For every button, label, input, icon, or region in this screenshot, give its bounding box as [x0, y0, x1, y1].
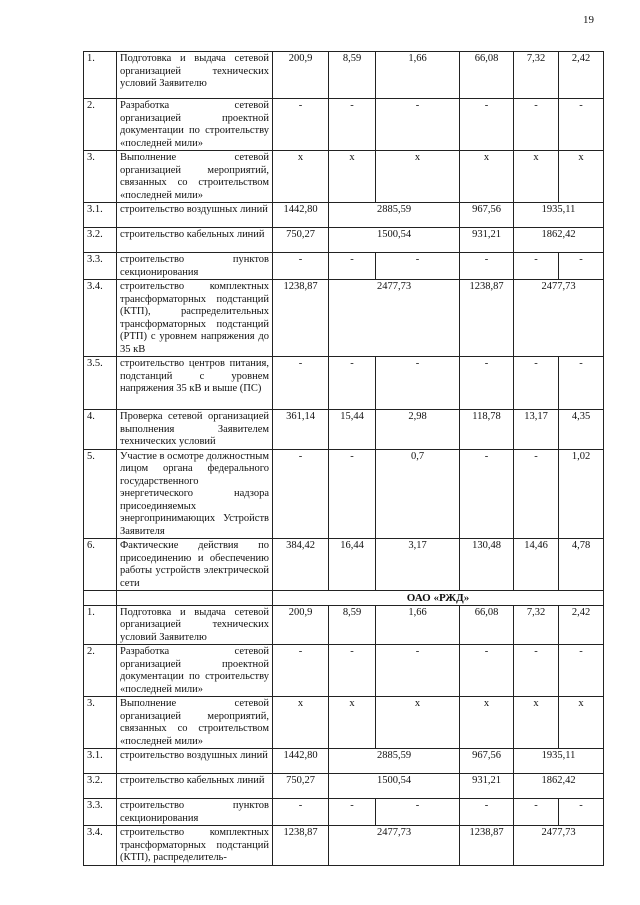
- table-row: [84, 280, 604, 357]
- value-cell: 1862,42: [514, 228, 604, 253]
- value-cell: -: [460, 357, 514, 410]
- row-number: 1.: [84, 52, 117, 99]
- row-description: строительство кабельных линий: [117, 774, 273, 799]
- value-cell: -: [460, 645, 514, 697]
- value-cell: 2477,73: [514, 280, 604, 357]
- value-cell: 1,66: [376, 605, 460, 645]
- value-cell: -: [329, 799, 376, 826]
- row-description: строительство комплектных трансформаторных подстанций (КТП), распределитель-: [117, 826, 273, 866]
- tariff-table: [83, 51, 604, 866]
- value-cell: х: [329, 697, 376, 749]
- value-cell: 2885,59: [329, 203, 460, 228]
- value-cell: -: [329, 357, 376, 410]
- value-cell: 200,9: [273, 52, 329, 99]
- value-cell: 14,46: [514, 539, 559, 591]
- row-description: строительство воздушных линий: [117, 203, 273, 228]
- value-cell: -: [460, 99, 514, 151]
- value-cell: 66,08: [460, 605, 514, 645]
- row-description: строительство кабельных линий: [117, 228, 273, 253]
- value-cell: 1500,54: [329, 228, 460, 253]
- value-cell: 66,08: [460, 52, 514, 99]
- value-cell: 8,59: [329, 52, 376, 99]
- table-row: [84, 253, 604, 280]
- row-description: строительство пунктов секционирования: [117, 799, 273, 826]
- row-number: 3.1.: [84, 203, 117, 228]
- value-cell: 967,56: [460, 203, 514, 228]
- value-cell: 4,78: [559, 539, 604, 591]
- value-cell: 7,32: [514, 52, 559, 99]
- table-row: [84, 697, 604, 749]
- value-cell: 2477,73: [514, 826, 604, 866]
- row-description: Проверка сетевой организацией выполнения Заявителем технических условий: [117, 410, 273, 450]
- value-cell: -: [273, 357, 329, 410]
- value-cell: 931,21: [460, 228, 514, 253]
- row-description: строительство центров питания, подстанций с уровнем напряжения 35 кВ и выше (ПС): [117, 357, 273, 410]
- row-number: 3.4.: [84, 826, 117, 866]
- value-cell: х: [376, 697, 460, 749]
- value-cell: 8,59: [329, 605, 376, 645]
- value-cell: х: [329, 151, 376, 203]
- value-cell: -: [376, 253, 460, 280]
- value-cell: 1862,42: [514, 774, 604, 799]
- value-cell: 1238,87: [460, 826, 514, 866]
- row-number: 3.3.: [84, 253, 117, 280]
- table-row: [84, 203, 604, 228]
- value-cell: -: [376, 99, 460, 151]
- value-cell: 0,7: [376, 449, 460, 539]
- value-cell: -: [559, 799, 604, 826]
- value-cell: -: [514, 253, 559, 280]
- value-cell: 1238,87: [273, 826, 329, 866]
- row-description: Выполнение сетевой организацией мероприятий, связанных со строительством «последней мили»: [117, 697, 273, 749]
- value-cell: 2,98: [376, 410, 460, 450]
- value-cell: -: [559, 645, 604, 697]
- row-number: 3.: [84, 151, 117, 203]
- value-cell: 13,17: [514, 410, 559, 450]
- value-cell: 931,21: [460, 774, 514, 799]
- table-row: [84, 357, 604, 410]
- row-description: Подготовка и выдача сетевой организацией технических условий Заявителю: [117, 52, 273, 99]
- value-cell: -: [559, 253, 604, 280]
- value-cell: х: [460, 697, 514, 749]
- value-cell: 200,9: [273, 605, 329, 645]
- value-cell: х: [273, 697, 329, 749]
- org-header-row: [84, 591, 604, 606]
- value-cell: х: [376, 151, 460, 203]
- value-cell: х: [460, 151, 514, 203]
- value-cell: -: [329, 645, 376, 697]
- value-cell: х: [514, 151, 559, 203]
- table-row: [84, 151, 604, 203]
- table-row: [84, 410, 604, 450]
- row-description: строительство комплектных трансформаторных подстанций (КТП), распределительных трансформаторных подстанций (РТП) с уровнем напряжения до 35 кВ: [117, 280, 273, 357]
- value-cell: 750,27: [273, 228, 329, 253]
- value-cell: х: [273, 151, 329, 203]
- value-cell: -: [376, 799, 460, 826]
- value-cell: -: [329, 253, 376, 280]
- value-cell: -: [273, 99, 329, 151]
- value-cell: -: [514, 799, 559, 826]
- value-cell: 361,14: [273, 410, 329, 450]
- value-cell: -: [514, 449, 559, 539]
- org-title: ОАО «РЖД»: [273, 591, 604, 606]
- row-description: Участие в осмотре должностным лицом органа федерального государственного энергетического надзора присоединяемых энергопринимающих Устройств Заявителя: [117, 449, 273, 539]
- table-row: [84, 826, 604, 866]
- value-cell: х: [514, 697, 559, 749]
- value-cell: -: [376, 645, 460, 697]
- value-cell: 384,42: [273, 539, 329, 591]
- table-row: [84, 605, 604, 645]
- table-row: [84, 228, 604, 253]
- row-number: 3.2.: [84, 228, 117, 253]
- table-row: [84, 99, 604, 151]
- value-cell: -: [460, 449, 514, 539]
- value-cell: -: [514, 645, 559, 697]
- value-cell: 2,42: [559, 52, 604, 99]
- table-row: [84, 799, 604, 826]
- value-cell: -: [329, 449, 376, 539]
- value-cell: -: [514, 99, 559, 151]
- value-cell: 3,17: [376, 539, 460, 591]
- value-cell: 1,66: [376, 52, 460, 99]
- value-cell: 1935,11: [514, 203, 604, 228]
- value-cell: -: [559, 357, 604, 410]
- row-description: Выполнение сетевой организацией мероприятий, связанных со строительством «последней мили»: [117, 151, 273, 203]
- row-number: 1.: [84, 605, 117, 645]
- value-cell: -: [329, 99, 376, 151]
- value-cell: 7,32: [514, 605, 559, 645]
- value-cell: 1500,54: [329, 774, 460, 799]
- value-cell: -: [514, 357, 559, 410]
- page-number: 19: [583, 14, 594, 26]
- value-cell: -: [559, 99, 604, 151]
- value-cell: 2885,59: [329, 749, 460, 774]
- value-cell: 1442,80: [273, 203, 329, 228]
- row-description: Разработка сетевой организацией проектной документации по строительству «последней мили»: [117, 99, 273, 151]
- value-cell: 1238,87: [273, 280, 329, 357]
- value-cell: -: [460, 799, 514, 826]
- value-cell: -: [273, 645, 329, 697]
- row-number: 5.: [84, 449, 117, 539]
- row-number: 6.: [84, 539, 117, 591]
- row-number: 2.: [84, 99, 117, 151]
- table-row: [84, 449, 604, 539]
- row-number: 3.4.: [84, 280, 117, 357]
- value-cell: 130,48: [460, 539, 514, 591]
- row-number: 3.3.: [84, 799, 117, 826]
- value-cell: 750,27: [273, 774, 329, 799]
- row-number: 3.5.: [84, 357, 117, 410]
- value-cell: 118,78: [460, 410, 514, 450]
- table-row: [84, 645, 604, 697]
- row-number: 3.1.: [84, 749, 117, 774]
- table-row: [84, 539, 604, 591]
- value-cell: 1238,87: [460, 280, 514, 357]
- value-cell: х: [559, 697, 604, 749]
- table-row: [84, 749, 604, 774]
- table-row: [84, 774, 604, 799]
- row-description: Фактические действия по присоединению и обеспечению работы устройств электрической сети: [117, 539, 273, 591]
- row-number: 3.2.: [84, 774, 117, 799]
- value-cell: -: [273, 799, 329, 826]
- value-cell: -: [460, 253, 514, 280]
- row-description: Подготовка и выдача сетевой организацией технических условий Заявителю: [117, 605, 273, 645]
- value-cell: 2477,73: [329, 280, 460, 357]
- row-number: 3.: [84, 697, 117, 749]
- value-cell: х: [559, 151, 604, 203]
- value-cell: 2477,73: [329, 826, 460, 866]
- value-cell: 2,42: [559, 605, 604, 645]
- value-cell: 1442,80: [273, 749, 329, 774]
- value-cell: 15,44: [329, 410, 376, 450]
- value-cell: 16,44: [329, 539, 376, 591]
- value-cell: 1935,11: [514, 749, 604, 774]
- row-description: строительство пунктов секционирования: [117, 253, 273, 280]
- row-description: Разработка сетевой организацией проектной документации по строительству «последней мили»: [117, 645, 273, 697]
- value-cell: 4,35: [559, 410, 604, 450]
- value-cell: -: [376, 357, 460, 410]
- value-cell: 967,56: [460, 749, 514, 774]
- row-number: 2.: [84, 645, 117, 697]
- value-cell: -: [273, 449, 329, 539]
- table-row: [84, 52, 604, 99]
- row-description: строительство воздушных линий: [117, 749, 273, 774]
- value-cell: 1,02: [559, 449, 604, 539]
- value-cell: -: [273, 253, 329, 280]
- row-number: 4.: [84, 410, 117, 450]
